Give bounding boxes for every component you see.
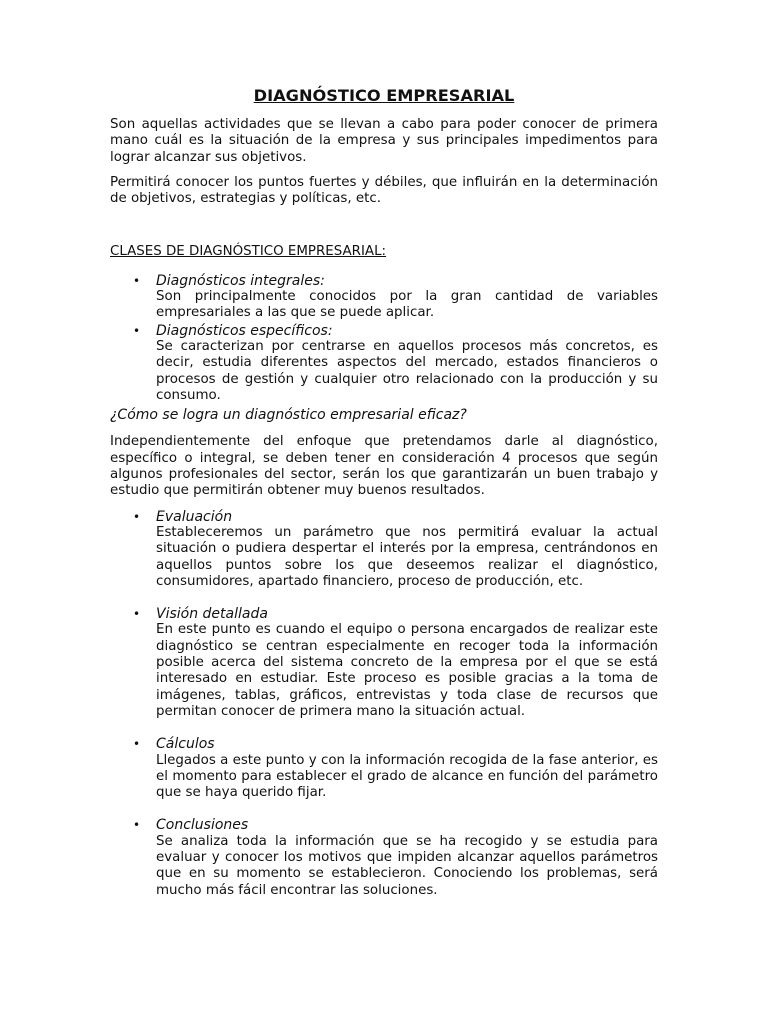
list-item [110, 736, 658, 801]
list-item-term: Cálculos [156, 736, 215, 753]
section-heading-types: CLASES DE DIAGNÓSTICO EMPRESARIAL: [110, 244, 387, 260]
list-item-description: Estableceremos un parámetro que nos permitirá evaluar la actual situación o pudiera despertar el interés por la empresa, centrándonos en aquellos puntos sobre los que deseemos realizar el diagnóstico, consumidores, apartado financiero, proceso de producción, etc. [156, 524, 658, 589]
list-item [110, 606, 658, 720]
list-item [110, 273, 658, 322]
list-item-term: Conclusiones [156, 817, 249, 834]
question-heading: ¿Cómo se logra un diagnóstico empresarial eficaz? [110, 407, 467, 424]
list-item-term: Evaluación [156, 508, 233, 525]
bullet-icon: • [133, 273, 141, 288]
list-item-term: Diagnósticos específicos: [156, 322, 333, 339]
list-item-description: Son principalmente conocidos por la gran cantidad de variables empresariales a las que se puede aplicar. [156, 289, 658, 321]
list-item-term: Visión detallada [156, 606, 268, 623]
list-item [110, 817, 658, 898]
list-item [110, 509, 658, 590]
process-intro-paragraph: Independientemente del enfoque que pretendamos darle al diagnóstico, específico o integral, se deben tener en consideración 4 procesos que según algunos profesionales del sector, serán los que garantizarán un buen trabajo y estudio que permitirán obtener muy buenos resultados. [110, 434, 658, 499]
list-item-term: Diagnósticos integrales: [156, 272, 325, 289]
document-title: DIAGNÓSTICO EMPRESARIAL [253, 86, 515, 105]
list-item-description: Se analiza toda la información que se ha recogido y se estudia para evaluar y conocer los motivos que impiden alcanzar aquellos parámetros que en su momento se establecieron. Conociendo los problemas, será mucho más fácil encontrar las soluciones. [156, 833, 658, 898]
bullet-icon: • [133, 737, 141, 752]
bullet-icon: • [133, 818, 141, 833]
list-item-description: Se caracterizan por centrarse en aquellos procesos más concretos, es decir, estudia diferentes aspectos del mercado, estados financieros o procesos de gestión y cualquier otro relacionado con la producción y su consumo. [156, 338, 658, 403]
types-list [110, 273, 658, 404]
bullet-icon: • [133, 607, 141, 622]
list-item-description: En este punto es cuando el equipo o persona encargados de realizar este diagnóstico se centran especialmente en recoger toda la información posible acerca del sistema concreto de la empresa por el que se está interesado en estudiar. Este proceso es posible gracias a la toma de imágenes, tablas, gráficos, entrevistas y toda clase de recursos que permitan conocer de primera mano la situación actual. [156, 622, 658, 719]
list-item [110, 323, 658, 404]
bullet-icon: • [133, 323, 141, 338]
bullet-icon: • [133, 509, 141, 524]
intro-paragraph-1: Son aquellas actividades que se llevan a cabo para poder conocer de primera mano cuál es la situación de la empresa y sus principales impedimentos para lograr alcanzar sus objetivos. [110, 117, 658, 165]
intro-paragraph-2: Permitirá conocer los puntos fuertes y débiles, que influirán en la determinación de objetivos, estrategias y políticas, etc. [110, 174, 658, 207]
list-item-description: Llegados a este punto y con la información recogida de la fase anterior, es el momento para establecer el grado de alcance en función del parámetro que se haya querido fijar. [156, 752, 658, 801]
processes-list [110, 509, 658, 899]
document-page [110, 86, 658, 915]
